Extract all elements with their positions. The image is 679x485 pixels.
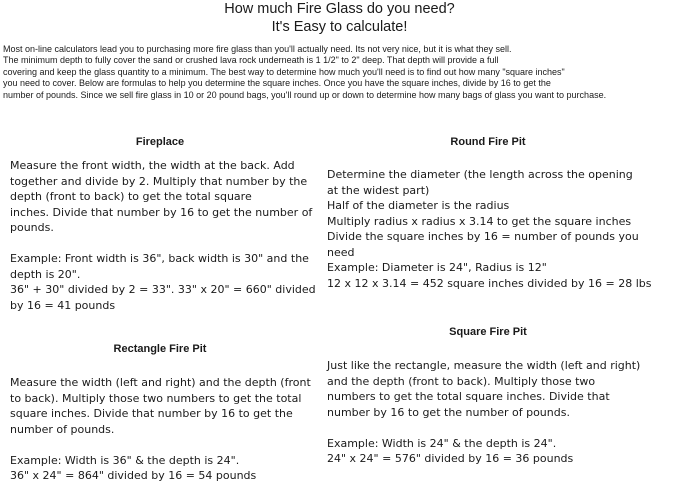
intro-line: covering and keep the glass quantity to a minimum. The best way to determine how much you'll need is to find out how many "square inches": [3, 66, 565, 77]
square-line: numbers to get the total square inches. Divide that: [327, 390, 610, 403]
round-section: [327, 167, 652, 291]
rectangle-line: to back). Multiply those two numbers to get the total: [10, 391, 302, 405]
fireplace-line: Measure the front width, the width at the back. Add: [10, 159, 295, 172]
fireplace-line: inches. Divide that number by 16 to get the number of: [10, 205, 313, 219]
round-line: need: [327, 245, 355, 259]
square-section: [327, 358, 640, 467]
fireplace-line: depth is 20".: [10, 267, 81, 281]
page-subtitle: It's Easy to calculate!: [271, 19, 408, 35]
square-line: and the depth (front to back). Multiply those two: [327, 374, 596, 388]
rectangle-line: 36" x 24" = 864" divided by 16 = 54 pounds: [10, 469, 257, 482]
round-line: Half of the diameter is the radius: [327, 199, 510, 212]
round-line: at the widest part): [327, 183, 430, 197]
page-title: How much Fire Glass do you need?: [224, 1, 455, 17]
rectangle-line: Measure the width (left and right) and the depth (front: [10, 376, 311, 389]
intro-paragraph: [3, 44, 679, 101]
fireplace-line: depth (front to back) to get the total square: [10, 190, 252, 203]
fireplace-section: [10, 158, 316, 313]
rectangle-line: square inches. Divide that number by 16 to get the: [10, 407, 293, 420]
square-line: Just like the rectangle, measure the width (left and right): [327, 359, 641, 372]
fireplace-line: 36" + 30" divided by 2 = 33". 33" x 20" = 660" divided: [10, 283, 316, 296]
fireplace-line: together and divide by 2. Multiply that number by the: [10, 174, 308, 188]
intro-line: The minimum depth to fully cover the sand or crushed lava rock underneath is 1 1/2" to 2" deep. That depth will provide a full: [3, 55, 499, 66]
rectangle-line: Example: Width is 36" & the depth is 24".: [10, 453, 240, 467]
fireplace-line: Example: Front width is 36", back width is 30" and the: [10, 252, 309, 265]
intro-line: Most on-line calculators lead you to purchasing more fire glass than you'll actually need. Its not very nice, but it is what they sell.: [3, 44, 512, 54]
fireplace-line: by 16 = 41 pounds: [10, 298, 116, 312]
intro-line: number of pounds. Since we sell fire glass in 10 or 20 pound bags, you'll round up or down to determine how many bags of glass you want to purchase.: [3, 89, 607, 100]
fireplace-line: [10, 236, 316, 252]
rectangle-line: [10, 437, 311, 453]
square-line: [327, 420, 640, 436]
rectangle-heading: Rectangle Fire Pit: [113, 343, 207, 355]
fireplace-line: pounds.: [10, 221, 54, 234]
rectangle-line: number of pounds.: [10, 422, 115, 436]
square-heading: Square Fire Pit: [449, 326, 527, 338]
square-line: number by 16 to get the number of pounds.: [327, 405, 570, 419]
round-line: Divide the square inches by 16 = number of pounds you: [327, 230, 639, 243]
fireplace-heading: Fireplace: [135, 136, 185, 148]
square-line: Example: Width is 24" & the depth is 24".: [327, 436, 557, 450]
round-line: Determine the diameter (the length across the opening: [327, 168, 633, 181]
round-line: 12 x 12 x 3.14 = 452 square inches divided by 16 = 28 lbs: [327, 276, 652, 290]
intro-line: you need to cover. Below are formulas to help you determine the square inches. Once you have the square inches, divide by 16 to get the: [3, 78, 551, 89]
square-line: 24" x 24" = 576" divided by 16 = 36 pounds: [327, 452, 574, 465]
round-heading: Round Fire Pit: [450, 136, 526, 148]
rectangle-section: [10, 375, 311, 484]
round-line: Multiply radius x radius x 3.14 to get the square inches: [327, 214, 632, 228]
round-line: Example: Diameter is 24", Radius is 12": [327, 261, 547, 274]
